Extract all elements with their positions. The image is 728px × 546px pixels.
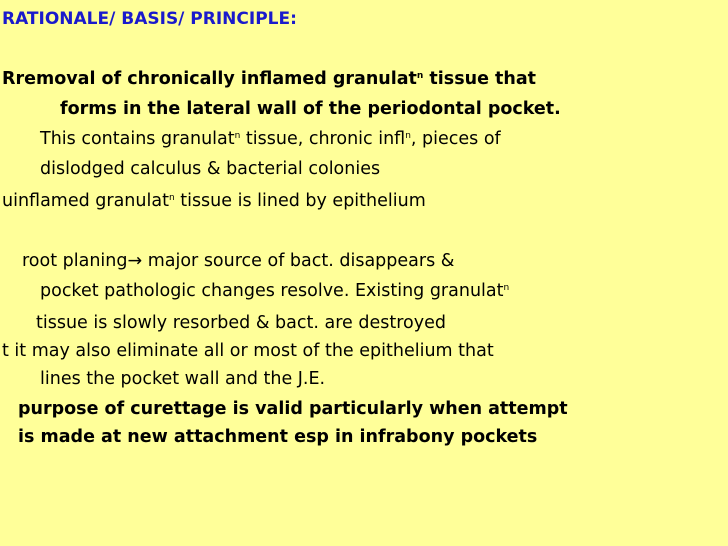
bullet-line-6 [22, 250, 454, 272]
line-text: pocket pathologic changes resolve. Existing granulat [40, 281, 504, 301]
superscript: n [416, 71, 424, 81]
line-text: Rremoval of chronically inflamed granulat [2, 69, 417, 89]
bullet-line-12 [18, 426, 537, 448]
line-text: tissue is slowly resorbed & bact. are destroyed [36, 313, 446, 333]
bullet-line-4 [40, 158, 380, 180]
line-text: tissue that [423, 69, 537, 89]
line-text: tissue is lined by epithelium [174, 191, 426, 211]
line-text: t it may also eliminate all or most of the epithelium that [2, 341, 494, 361]
line-text: This contains granulat [40, 129, 235, 149]
bullet-line-2 [60, 98, 561, 120]
bullet-line-8 [36, 312, 446, 334]
line-text: uinflamed granulat [2, 191, 169, 211]
bullet-line-1 [2, 68, 536, 90]
line-text: tissue, chronic infl [240, 129, 406, 149]
superscript: n [234, 131, 241, 141]
line-text: root planing→ major source of bact. disappears & [22, 251, 455, 271]
bullet-line-10 [40, 368, 325, 390]
bullet-line-11 [18, 398, 568, 420]
line-text: dislodged calculus & bacterial colonies [40, 159, 381, 179]
slide-title: RATIONALE/ BASIS/ PRINCIPLE: [2, 9, 297, 29]
bullet-line-9 [2, 340, 494, 362]
superscript: n [405, 131, 411, 141]
line-text: , pieces of [410, 129, 501, 149]
line-text: purpose of curettage is valid particularly when attempt [18, 399, 568, 419]
superscript: n [503, 283, 510, 293]
bullet-line-3 [40, 128, 501, 150]
superscript: n [168, 193, 175, 203]
line-text: is made at new attachment esp in infrabony pockets [18, 427, 538, 447]
bullet-line-7 [40, 280, 509, 302]
line-text: lines the pocket wall and the J.E. [40, 369, 326, 389]
bullet-line-5 [2, 190, 426, 212]
line-text: forms in the lateral wall of the periodontal pocket. [60, 99, 561, 119]
